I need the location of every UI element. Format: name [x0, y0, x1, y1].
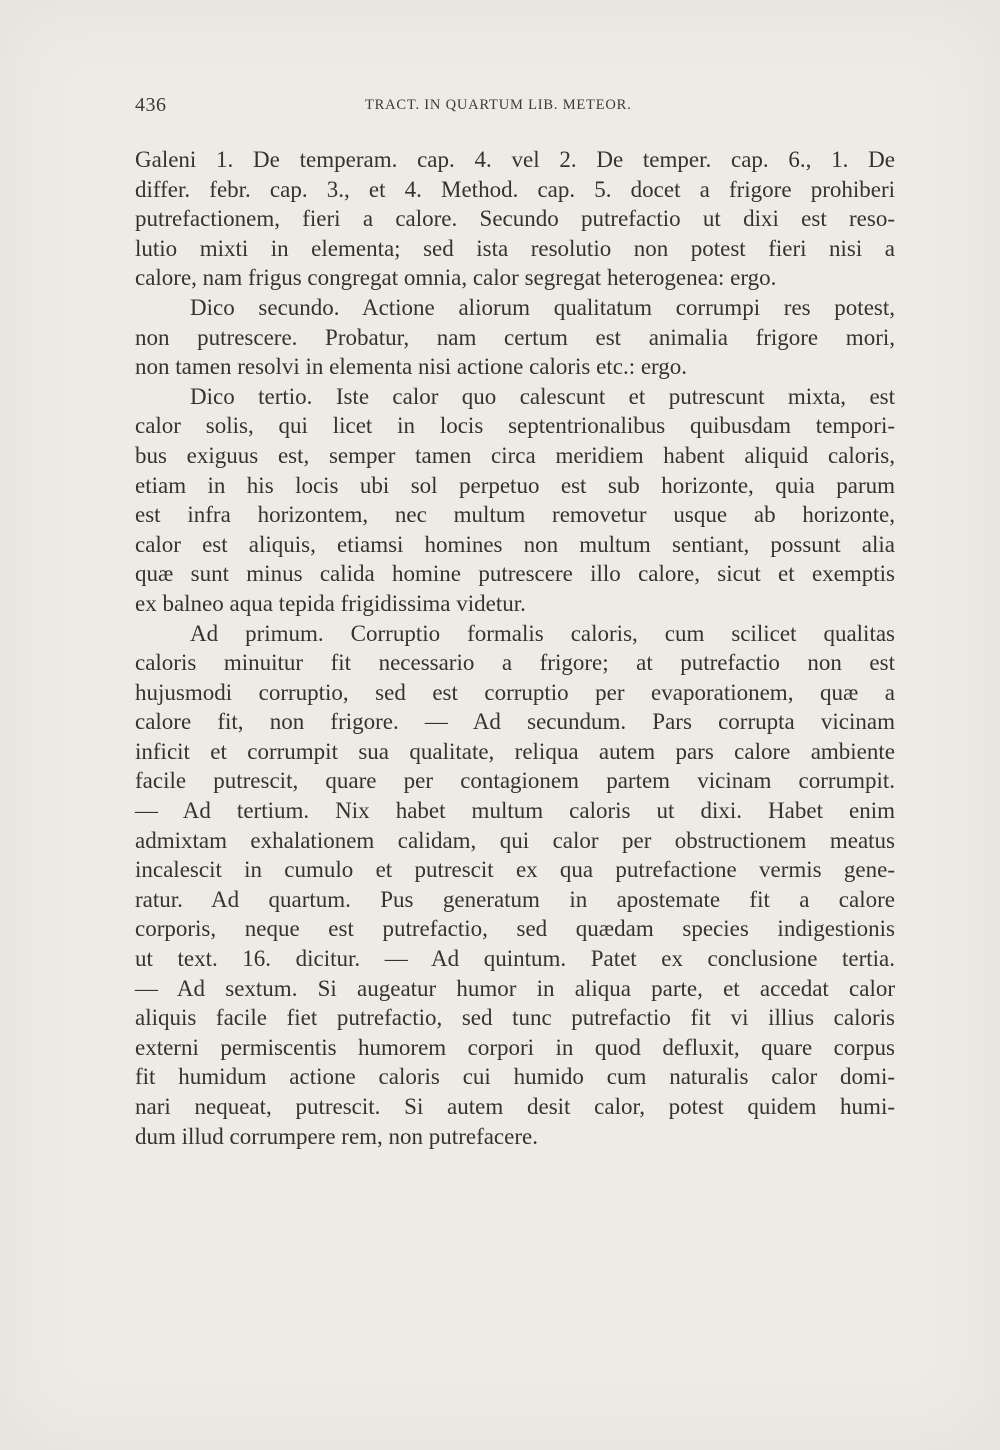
text-line: aliquis facile fiet putrefactio, sed tunc putrefactio fit vi illius caloris	[135, 1005, 895, 1031]
text-line: differ. febr. cap. 3., et 4. Method. cap. 5. docet a frigore prohiberi	[135, 176, 895, 202]
text-line: etiam in his locis ubi sol perpetuo est sub horizonte, quia parum	[135, 472, 895, 498]
text-line: calore fit, non frigore. — Ad secundum. Pars corrupta vicinam	[135, 709, 895, 735]
text-line: hujusmodi corruptio, sed est corruptio per evaporationem, quæ a	[135, 679, 895, 705]
text-line: — Ad tertium. Nix habet multum caloris ut dixi. Habet enim	[135, 798, 895, 824]
text-line: calor solis, qui licet in locis septentrionalibus quibusdam tempori-	[135, 413, 895, 439]
text-line: facile putrescit, quare per contagionem partem vicinam corrumpit.	[135, 768, 895, 794]
text-line: corporis, neque est putrefactio, sed quædam species indigestionis	[135, 916, 895, 942]
text-line: Dico secundo. Actione aliorum qualitatum corrumpi res potest,	[190, 294, 895, 320]
text-line: est infra horizontem, nec multum removetur usque ab horizonte,	[135, 502, 895, 528]
page-number: 436	[135, 94, 167, 116]
text-line: lutio mixti in elementa; sed ista resolutio non potest fieri nisi a	[135, 235, 895, 261]
text-line: Ad primum. Corruptio formalis caloris, cum scilicet qualitas	[190, 620, 895, 646]
text-line: non putrescere. Probatur, nam certum est animalia frigore mori,	[135, 324, 895, 350]
text-line: dum illud corrumpere rem, non putrefacere.	[135, 1123, 538, 1149]
text-line: Galeni 1. De temperam. cap. 4. vel 2. De temper. cap. 6., 1. De	[135, 147, 895, 172]
text-line: ut text. 16. dicitur. — Ad quintum. Patet ex conclusione tertia.	[135, 946, 895, 972]
text-line: — Ad sextum. Si augeatur humor in aliqua parte, et accedat calor	[135, 975, 895, 1001]
text-line: Dico tertio. Iste calor quo calescunt et putrescunt mixta, est	[190, 383, 895, 409]
text-line: ratur. Ad quartum. Pus generatum in apostemate fit a calore	[135, 886, 895, 912]
text-line: admixtam exhalationem calidam, qui calor per obstructionem meatus	[135, 827, 895, 853]
text-line: calore, nam frigus congregat omnia, calor segregat heterogenea: ergo.	[135, 265, 777, 291]
text-line: incalescit in cumulo et putrescit ex qua putrefactione vermis gene-	[135, 857, 895, 883]
text-line: putrefactionem, fieri a calore. Secundo putrefactio ut dixi est reso-	[135, 206, 895, 232]
text-line: inficit et corrumpit sua qualitate, reliqua autem pars calore ambiente	[135, 738, 895, 764]
text-line: fit humidum actione caloris cui humido cum naturalis calor domi-	[135, 1064, 895, 1090]
body-text	[135, 145, 895, 1151]
running-title: TRACT. IN QUARTUM LIB. METEOR.	[365, 97, 632, 113]
text-line: ex balneo aqua tepida frigidissima videtur.	[135, 590, 526, 616]
text-line: quæ sunt minus calida homine putrescere illo calore, sicut et exemptis	[135, 561, 895, 587]
page-header	[135, 94, 895, 124]
text-line: non tamen resolvi in elementa nisi actione caloris etc.: ergo.	[135, 354, 688, 380]
text-line: bus exiguus est, semper tamen circa meridiem habent aliquid caloris,	[135, 442, 895, 468]
text-line: nari nequeat, putrescit. Si autem desit calor, potest quidem humi-	[135, 1094, 895, 1119]
text-line: calor est aliquis, etiamsi homines non multum sentiant, possunt alia	[135, 531, 895, 557]
text-line: caloris minuitur fit necessario a frigore; at putrefactio non est	[135, 650, 895, 676]
text-line: externi permiscentis humorem corpori in quod defluxit, quare corpus	[135, 1034, 895, 1060]
